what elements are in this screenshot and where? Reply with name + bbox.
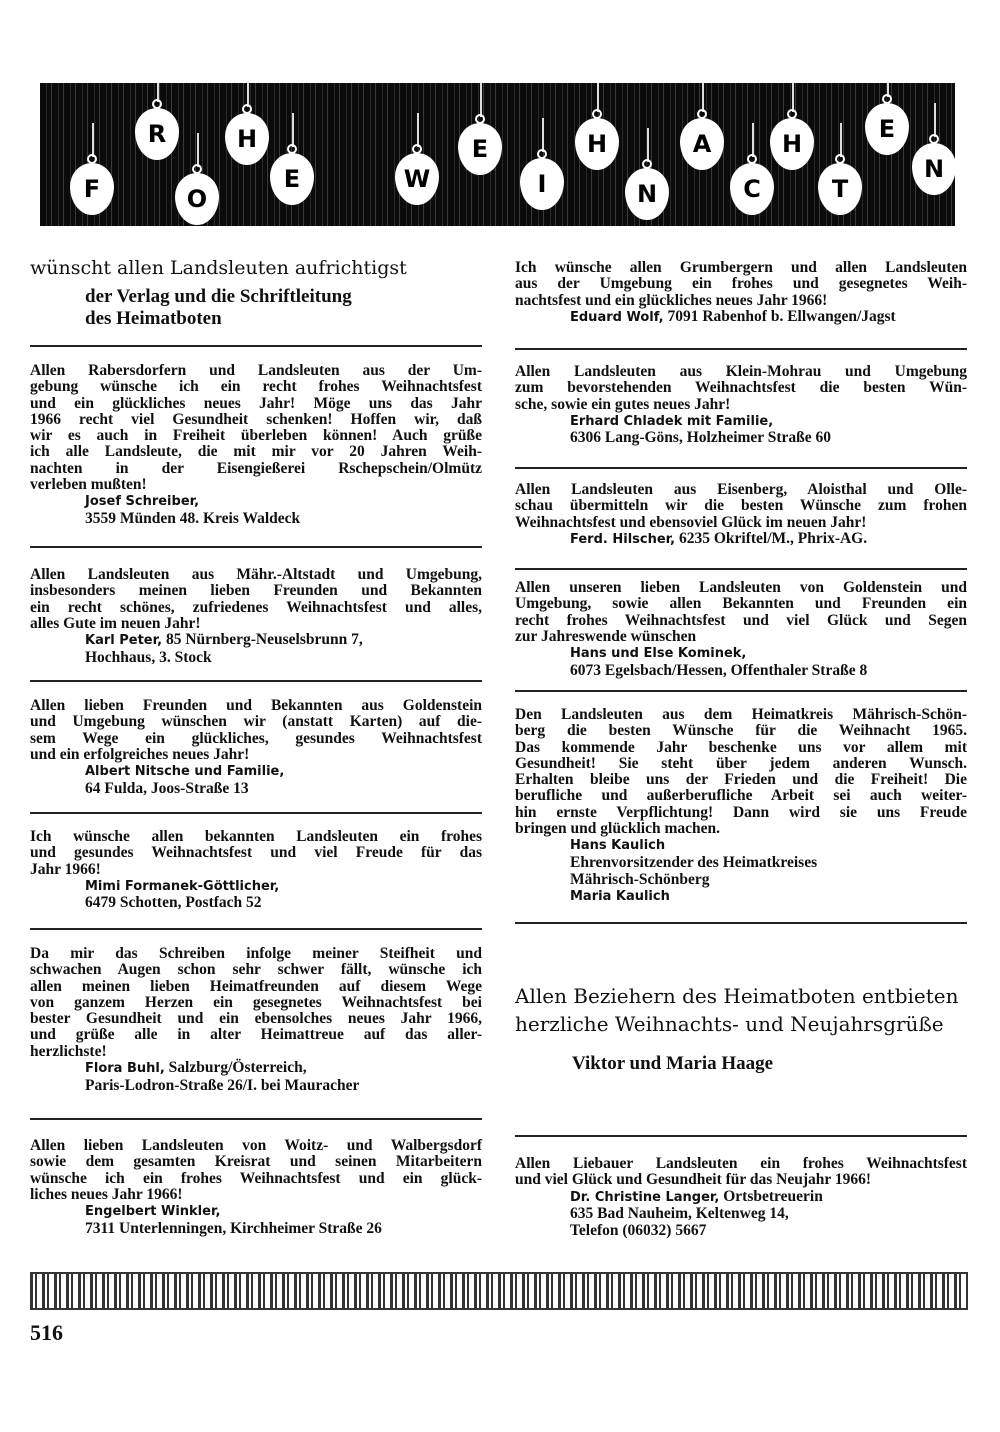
signature-line [515,645,967,663]
divider [30,546,482,548]
signature-line [515,531,967,549]
signature-line [515,888,967,906]
divider [515,467,967,469]
greeting-line: Den Landsleuten aus dem Heimatkreis Mährisch-Schön- [515,706,967,723]
signature-address: 6073 Egelsbach/Hessen, Offenthaler Straße 8 [570,661,868,679]
ornament-letter: E [458,123,502,175]
frohe-weihnachten-banner [40,83,955,226]
greeting-block [30,698,482,797]
greeting-line: hin ernste Verpflichtung! Dann wird sie uns Freude [515,803,967,821]
greeting-line: Jahr 1966! [30,860,101,878]
divider [515,690,967,692]
signature-line [515,430,967,447]
signature-line [30,650,482,667]
signature-address: Ortsbetreuerin [719,1187,823,1205]
greeting-line: Allen unseren lieben Landsleuten von Goldenstein und [515,579,967,596]
greeting-line: nachtsfest und ein glückliches neues Jahr 1966! [515,291,828,309]
greeting-line: Allen lieben Landsleuten von Woitz- und Walbergsdorf [30,1137,482,1154]
divider [515,922,967,924]
greeting-block [515,482,967,548]
signature-name: Engelbert Winkler, [85,1204,221,1220]
signature-name: Ferd. Hilscher, [570,531,676,547]
ornament-border-strip [30,1272,968,1310]
haage-from: Viktor und Maria Haage [572,1053,774,1074]
signature-address: 64 Fulda, Joos-Straße 13 [85,779,249,797]
signature-name: Josef Schreiber, [85,494,200,510]
signature-line [30,1078,482,1095]
greeting-line: 1966 recht viel Gesundheit schenken! Hoffen wir, daß [30,410,482,428]
greeting-line: sche, sowie ein gutes neues Jahr! [515,395,731,413]
signature-name: Maria Kaulich [570,889,670,905]
signature-name: Hans und Else Kominek, [570,646,747,662]
signature-line [30,1221,482,1238]
signature-line [30,781,482,798]
greeting-block [30,1138,482,1237]
greeting-line: und viel Glück und Gesundheit für das Neujahr 1966! [515,1171,872,1189]
greeting-block [515,580,967,679]
divider [515,568,967,570]
signature-address: Hochhaus, 3. Stock [85,648,212,666]
signature-address: 6235 Okriftel/M., Phrix-AG. [675,529,868,547]
signature-line [30,1060,482,1078]
ornament-letter: F [70,163,114,215]
signature-line [515,1223,967,1240]
haage-line-1: Allen Beziehern des Heimatboten entbieten [515,984,959,1008]
greeting-line: zum bevorstehenden Weihnachtsfest die besten Wün- [515,379,967,397]
greeting-line: Umgebung, sowie allen Bekannten und Freunden ein [515,595,967,613]
greeting-line: Gesundheit! Sie steht über jedem anderen Wunsch. [515,754,967,772]
signature-line [515,1189,967,1207]
signature-name: Eduard Wolf, [570,309,664,325]
divider [30,812,482,814]
greeting-line: Allen Landsleuten aus Klein-Mohrau und Umgebung [515,363,967,380]
ornament-letter: O [175,173,219,225]
signature-line [30,878,482,896]
greeting-line: von ganzem Herzen ein gesegnetes Weihnachtsfest bei [30,993,482,1011]
greeting-line: bringen und glücklich machen. [515,820,720,838]
greeting-line: Allen Landsleuten aus Eisenberg, Aloisthal und Olle- [515,481,967,498]
greeting-line: ich alle Landsleute, die mit mir vor 20 Jahren Weih- [30,443,482,461]
greeting-line: alles Gute im neuen Jahr! [30,614,201,632]
greeting-line: Allen lieben Freunden und Bekannten aus Goldenstein [30,697,482,714]
ornament-letter: W [395,153,439,205]
greeting-line: schwachen Augen schon sehr schwer fällt, wünsche ich [30,961,482,979]
signature-address: 6479 Schotten, Postfach 52 [85,894,262,912]
signature-address: 6306 Lang-Göns, Holzheimer Straße 60 [570,429,832,447]
ornament-letter: T [818,163,862,215]
greeting-line: liches neues Jahr 1966! [30,1185,183,1203]
greeting-line: Erhalten bleibe uns der Frieden und die Freiheit! Die [515,771,967,789]
ornament-letter: N [912,143,955,195]
signature-name: Erhard Chladek mit Familie, [570,413,774,429]
ornament-letter: A [680,118,724,170]
greeting-block [30,829,482,912]
greeting-line: berufliche und außerberufliche Arbeit sei auch weiter- [515,787,967,805]
haage-line-2: herzliche Weihnachts- und Neujahrsgrüße [515,1012,944,1036]
greeting-line: ein recht schönes, zufriedenes Weihnachtsfest und alles, [30,598,482,616]
signature-name: Karl Peter, [85,633,163,649]
signature-line [515,413,967,431]
greeting-line: wünsche ich ein frohes Weihnachtsfest und ein glück- [30,1169,482,1187]
ornament-letter: H [225,113,269,165]
greeting-line: Allen Rabersdorfern und Landsleuten aus der Um- [30,362,482,379]
greeting-line: nachten in der Eisengießerei Rschepschein/Olmütz [30,459,482,477]
divider [30,928,482,930]
signature-address: 7311 Unterlenningen, Kirchheimer Straße 26 [85,1219,382,1237]
signature-line [515,837,967,855]
signature-line [515,872,967,889]
greeting-line: Ich wünsche allen Grumbergern und allen Landsleuten [515,259,967,276]
signature-name: Dr. Christine Langer, [570,1189,720,1205]
greeting-line: insbesonders meinen lieben Freunden und Bekannten [30,582,482,600]
greeting-line: und ein erfolgreiches neues Jahr! [30,745,250,763]
greeting-line: Weihnachtsfest und ebensoviel Glück im neuen Jahr! [515,513,867,531]
greeting-block [515,707,967,906]
greeting-block [515,260,967,326]
signature-name: Hans Kaulich [570,838,666,854]
signature-address: Telefon (06032) 5667 [570,1221,707,1239]
greeting-line: Allen Landsleuten aus Mähr.-Altstadt und Umgebung, [30,566,482,583]
greeting-line: aus der Umgebung ein frohes und gesegnetes Weih- [515,275,967,293]
greeting-line: recht frohes Weihnachtsfest und viel Glück und Segen [515,611,967,629]
greeting-line: Das kommende Jahr beschenke uns vor allem mit [515,738,967,756]
signature-line [515,1206,967,1223]
greeting-line: wir es auch in Freiheit überleben können! Auch grüße [30,427,482,445]
divider [30,345,482,347]
greeting-block [515,1156,967,1239]
signature-line [30,511,482,528]
signature-line [30,763,482,781]
greeting-line: verleben mußten! [30,476,147,494]
signature-address: 3559 Münden 48. Kreis Waldeck [85,509,301,527]
signature-address: Ehrenvorsitzender des Heimatkreises [570,853,818,871]
greeting-line: und Umgebung wünschen wir (anstatt Karten) auf die- [30,713,482,731]
greeting-line: sowie dem gesamten Kreisrat und seinen Mitarbeitern [30,1153,482,1171]
signature-address: Salzburg/Österreich, [164,1059,307,1077]
greeting-line: und grüße alle in alter Heimattreue auf das aller- [30,1026,482,1044]
ornament-letter: C [730,163,774,215]
signature-name: Mimi Formanek-Göttlicher, [85,878,280,894]
divider [515,1135,967,1137]
divider [30,680,482,682]
greeting-line: schau übermitteln wir die besten Wünsche zum frohen [515,497,967,515]
signature-line [515,855,967,872]
ornament-letter: E [865,103,909,155]
ornament-letter: N [625,168,669,220]
divider [30,1118,482,1120]
ornament-letter: E [270,153,314,205]
signature-line [515,309,967,327]
signature-line [30,493,482,511]
signature-address: Mährisch-Schönberg [570,870,710,888]
intro-line: wünscht allen Landsleuten aufrichtigst [30,257,407,279]
greeting-line: Ich wünsche allen bekannten Landsleuten ein frohes [30,828,482,845]
signature-line [515,663,967,680]
greeting-line: berg die besten Wünsche für die Weihnacht 1965. [515,722,967,740]
greeting-block [515,364,967,447]
intro-from-1: der Verlag und die Schriftleitung [85,286,352,307]
divider [515,348,967,350]
greeting-line: sem Wege ein glückliches, gesundes Weihnachtsfest [30,729,482,747]
signature-line [30,1203,482,1221]
greeting-block [30,946,482,1094]
greeting-line: allen meinen lieben Heimatfreunden auf diesem Wege [30,977,482,995]
greeting-block [30,567,482,666]
signature-address: 635 Bad Nauheim, Keltenweg 14, [570,1205,789,1223]
ornament-letter: I [520,158,564,210]
greeting-line: gebung wünsche ich ein recht frohes Weihnachtsfest [30,378,482,396]
signature-address: Paris-Lodron-Straße 26/I. bei Mauracher [85,1076,360,1094]
signature-address: 7091 Rabenhof b. Ellwangen/Jagst [663,307,896,325]
greeting-line: bester Gesundheit und ein ebensolches neues Jahr 1966, [30,1010,482,1028]
intro-from-2: des Heimatboten [85,308,222,329]
signature-line [30,632,482,650]
ornament-letter: H [770,118,814,170]
greeting-line: und gesundes Weihnachtsfest und viel Freude für das [30,844,482,862]
page-number: 516 [30,1320,63,1345]
greeting-block [30,363,482,528]
greeting-line: und ein glückliches neues Jahr! Möge uns das Jahr [30,394,482,412]
signature-name: Albert Nitsche und Familie, [85,764,285,780]
signature-name: Flora Buhl, [85,1061,165,1077]
ornament-letter: R [135,108,179,160]
greeting-line: Da mir das Schreiben infolge meiner Steifheit und [30,945,482,962]
greeting-line: zur Jahreswende wünschen [515,627,697,645]
ornament-letter: H [575,118,619,170]
signature-address: 85 Nürnberg-Neuselsbrunn 7, [162,631,363,649]
greeting-line: herzlichste! [30,1042,107,1060]
signature-line [30,895,482,912]
greeting-line: Allen Liebauer Landsleuten ein frohes Weihnachtsfest [515,1155,967,1172]
